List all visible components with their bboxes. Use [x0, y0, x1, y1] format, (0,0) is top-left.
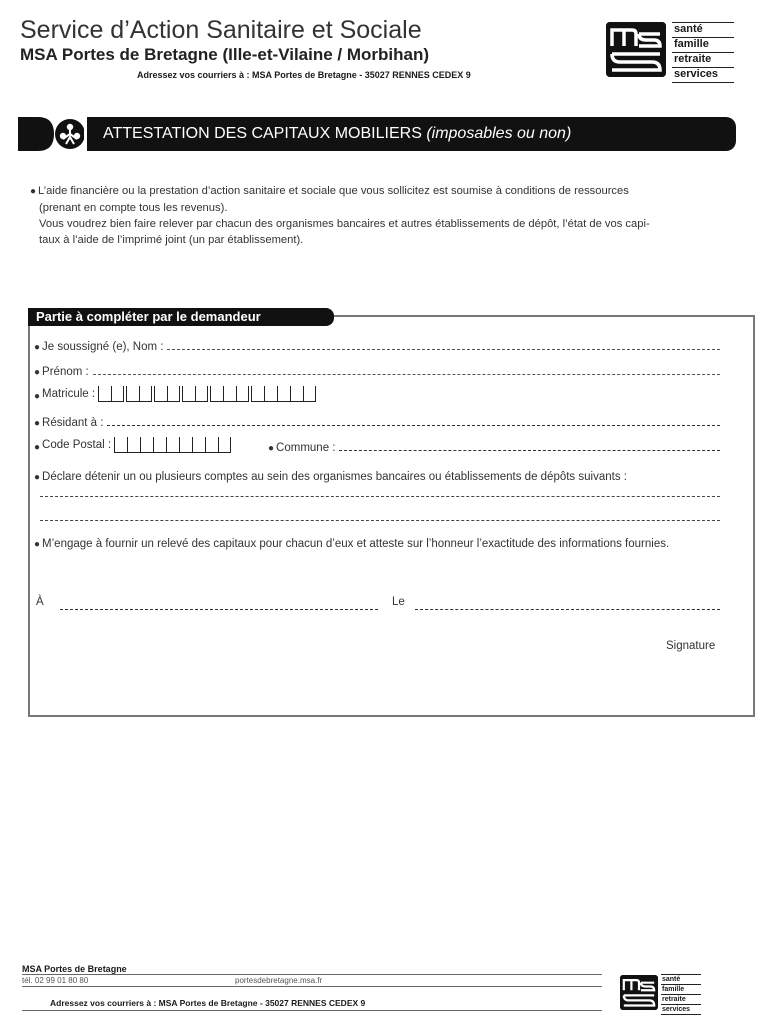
msa-logo-mark	[606, 22, 666, 77]
matricule-label: Matricule :	[42, 388, 96, 400]
residant-label: Résidant à :	[42, 417, 104, 429]
footer-org: MSA Portes de Bretagne	[22, 964, 127, 974]
logo-tag: famille	[661, 984, 701, 994]
intro-line: taux à l’aide de l’imprimé joint (un par établissement).	[39, 234, 304, 246]
a-label: À	[36, 596, 44, 608]
bullet-icon: ●	[34, 472, 41, 483]
bullet-icon: ●	[34, 442, 41, 453]
bullet-icon: ●	[34, 418, 41, 429]
msa-logo	[606, 22, 666, 77]
footer-divider	[22, 974, 602, 975]
bullet-icon: ●	[30, 186, 37, 197]
residant-row	[34, 417, 720, 429]
section-title: Partie à compléter par le demandeur	[28, 308, 334, 326]
prenom-row	[34, 366, 720, 378]
date-row	[392, 596, 720, 608]
header-address: Adressez vos courriers à : MSA Portes de Bretagne - 35027 RENNES CEDEX 9	[137, 70, 471, 80]
matricule-row	[34, 386, 318, 402]
logo-tag: retraite	[672, 52, 734, 67]
matricule-field[interactable]	[98, 386, 318, 402]
msa-logo-mark	[620, 975, 658, 1010]
bullet-icon: ●	[34, 391, 41, 402]
bullet-icon: ●	[268, 443, 275, 454]
signature-area[interactable]	[420, 660, 720, 710]
nom-row	[34, 341, 720, 353]
form-title-note: (imposables ou non)	[426, 125, 572, 142]
signature-label: Signature	[666, 640, 716, 652]
intro-line: (prenant en compte tous les revenus).	[39, 202, 228, 214]
intro-text	[30, 183, 730, 248]
date-field[interactable]	[415, 609, 720, 610]
people-network-icon	[18, 117, 84, 151]
logo-tag: famille	[672, 37, 734, 52]
declare-row	[34, 471, 627, 483]
code-postal-field[interactable]	[114, 437, 233, 453]
prenom-field[interactable]	[93, 374, 720, 375]
logo-tag: services	[661, 1004, 701, 1015]
form-title-banner	[87, 117, 736, 151]
declare-label: Déclare détenir un ou plusieurs comptes au sein des organismes bancaires ou établissements de dépôts suivants :	[42, 471, 627, 483]
footer-address: Adressez vos courriers à : MSA Portes de Bretagne - 35027 RENNES CEDEX 9	[50, 998, 366, 1008]
msa-logo-tags-footer	[661, 974, 701, 1015]
residant-field[interactable]	[107, 425, 720, 426]
msa-logo-tags	[672, 22, 734, 83]
commune-field[interactable]	[339, 450, 720, 451]
intro-line: Vous voudrez bien faire relever par chacun des organismes bancaires et autres établissements de dépôt, l’état de vos capi-	[39, 218, 650, 230]
banner-icon-block	[18, 117, 84, 151]
place-row	[36, 596, 378, 608]
logo-tag: services	[672, 67, 734, 83]
organismes-field-1[interactable]	[40, 496, 720, 497]
commune-row	[268, 442, 720, 454]
prenom-label: Prénom :	[42, 366, 89, 378]
footer-website[interactable]: portesdebretagne.msa.fr	[235, 976, 323, 985]
logo-tag: santé	[672, 22, 734, 37]
place-field[interactable]	[60, 609, 378, 610]
le-label: Le	[392, 596, 405, 608]
engage-row	[34, 538, 669, 550]
bullet-icon: ●	[34, 367, 41, 378]
nom-field[interactable]	[167, 349, 720, 350]
footer-divider	[22, 1010, 602, 1011]
logo-tag: santé	[661, 974, 701, 984]
page-title: Service d’Action Sanitaire et Sociale	[20, 16, 422, 44]
nom-label: Je soussigné (e), Nom :	[42, 341, 164, 353]
form-title: ATTESTATION DES CAPITAUX MOBILIERS	[103, 125, 422, 142]
code-postal-label: Code Postal :	[42, 439, 112, 451]
page-subtitle: MSA Portes de Bretagne (Ille-et-Vilaine / Morbihan)	[20, 45, 430, 64]
organismes-field-2[interactable]	[40, 520, 720, 521]
engage-label: M’engage à fournir un relevé des capitaux pour chacun d’eux et atteste sur l’honneur l’exactitude des informations fournies.	[42, 538, 670, 550]
intro-line: L’aide financière ou la prestation d’action sanitaire et sociale que vous sollicitez est soumise à conditions de ressources	[38, 185, 629, 197]
code-postal-row	[34, 437, 233, 453]
bullet-icon: ●	[34, 342, 41, 353]
msa-logo-footer	[620, 975, 658, 1010]
commune-label: Commune :	[276, 442, 336, 454]
footer-phone: tél. 02 99 01 80 80	[22, 976, 89, 985]
footer-divider	[22, 986, 602, 987]
logo-tag: retraite	[661, 994, 701, 1004]
bullet-icon: ●	[34, 539, 41, 550]
